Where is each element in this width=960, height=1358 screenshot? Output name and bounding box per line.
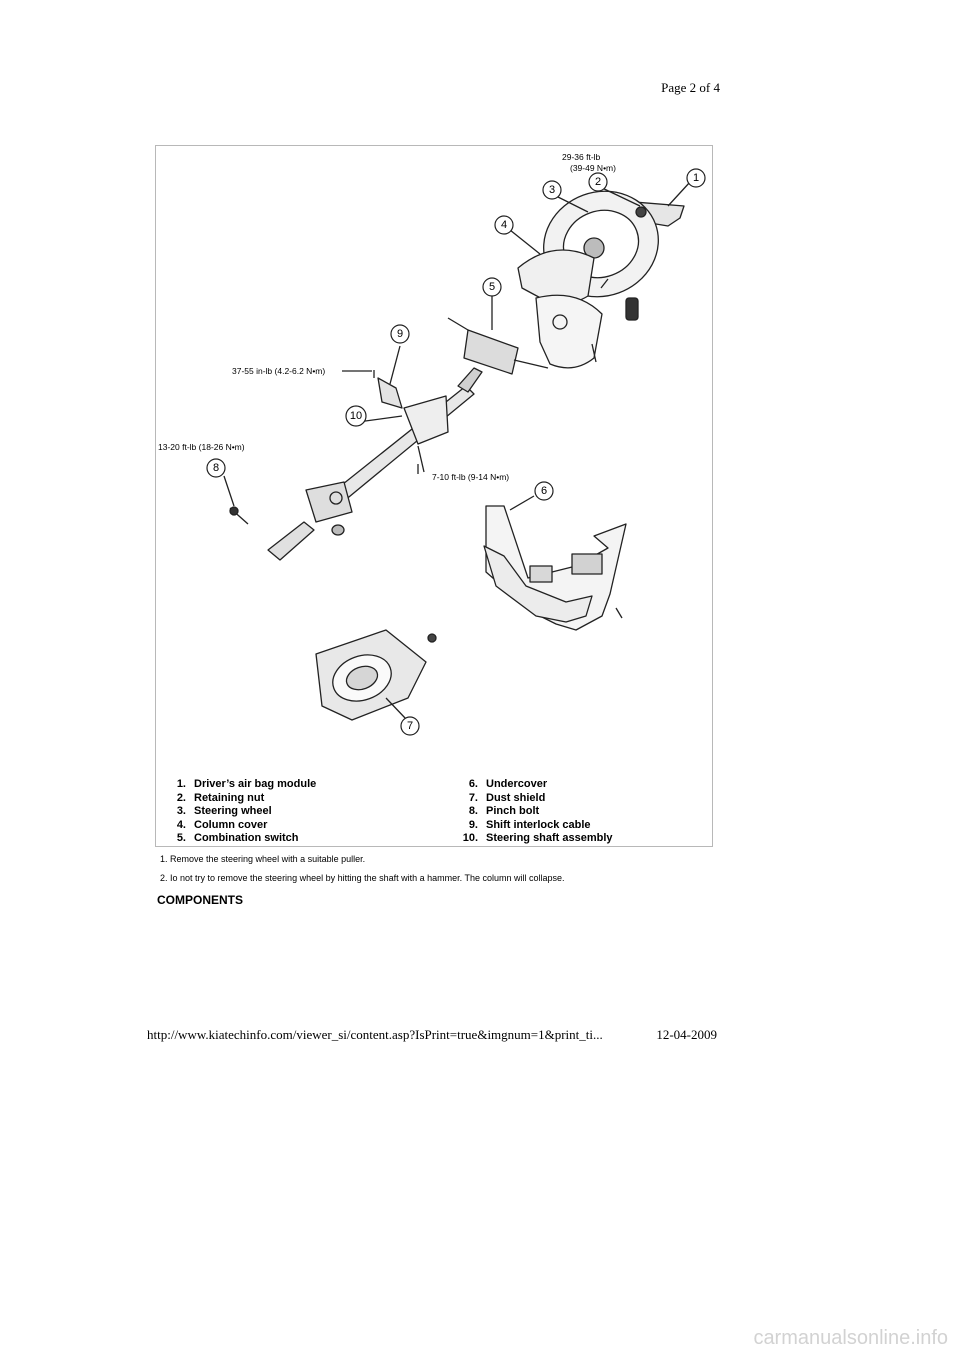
parts-legend <box>156 774 714 846</box>
legend-num: 9. <box>468 818 478 831</box>
legend-item <box>168 832 316 846</box>
legend-item <box>460 792 613 806</box>
legend-label: Shift interlock cable <box>486 818 591 831</box>
combination-switch <box>464 330 518 374</box>
torque-shift-interlock: 37-55 in-lb (4.2-6.2 N•m) <box>232 366 326 376</box>
note-item: 1. Remove the steering wheel with a suitable puller. <box>160 854 366 864</box>
legend-item <box>460 832 613 846</box>
legend-num: 8. <box>468 805 478 817</box>
callout-3: 3 <box>548 184 556 196</box>
torque-wheel-nut-ftlb: 29-36 ft-lb <box>562 152 601 162</box>
legend-label: Driver’s air bag module <box>194 778 317 790</box>
callout-7: 7 <box>406 720 414 732</box>
note-item: 2. Io not try to remove the steering wheel by hitting the shaft with a hammer. The column will collapse. <box>160 873 565 883</box>
torque-column-bolt: 7-10 ft-lb (9-14 N•m) <box>432 472 510 482</box>
legend-item <box>168 805 316 819</box>
exploded-diagram-drawing <box>156 146 714 776</box>
footer-url[interactable]: http://www.kiatechinfo.com/viewer_si/content.asp?IsPrint=true&imgnum=1&print_ti... <box>147 1027 603 1042</box>
legend-num: 4. <box>176 818 186 831</box>
legend-label: Steering wheel <box>194 805 272 817</box>
legend-right-column <box>460 778 613 846</box>
callout-5: 5 <box>488 281 496 293</box>
page-indicator: Page 2 of 4 <box>661 80 720 95</box>
retaining-nut <box>636 207 646 217</box>
legend-left-column <box>168 778 316 846</box>
callout-2: 2 <box>594 176 602 188</box>
legend-num: 7. <box>468 791 478 804</box>
legend-item <box>460 778 613 792</box>
legend-num: 1. <box>176 778 186 790</box>
callout-6: 6 <box>540 485 548 497</box>
callout-1: 1 <box>692 172 700 184</box>
callout-9: 9 <box>396 328 404 340</box>
legend-item <box>168 792 316 806</box>
callout-10: 10 <box>349 410 363 422</box>
legend-label: Pinch bolt <box>486 805 540 817</box>
footer-date: 12-04-2009 <box>656 1027 717 1042</box>
torque-wheel-nut-nm: (39-49 N•m) <box>570 163 616 173</box>
exploded-diagram <box>155 145 713 847</box>
legend-num: 10. <box>462 832 478 844</box>
legend-label: Dust shield <box>486 791 546 804</box>
legend-label: Undercover <box>486 778 548 790</box>
legend-num: 6. <box>468 778 478 790</box>
legend-label: Retaining nut <box>194 791 265 804</box>
procedure-notes <box>160 852 565 890</box>
legend-num: 5. <box>176 832 186 844</box>
legend-num: 3. <box>176 805 186 817</box>
watermark: carmanualsonline.info <box>753 1327 948 1349</box>
legend-label: Combination switch <box>194 832 299 844</box>
legend-num: 2. <box>176 791 186 804</box>
legend-label: Steering shaft assembly <box>486 832 613 844</box>
legend-label: Column cover <box>194 818 268 831</box>
legend-item <box>460 819 613 833</box>
legend-item <box>168 819 316 833</box>
callout-8: 8 <box>212 462 220 474</box>
legend-item <box>168 778 316 792</box>
callout-4: 4 <box>500 219 508 231</box>
legend-item <box>460 805 613 819</box>
torque-pinch-bolt: 13-20 ft-lb (18-26 N•m) <box>158 442 245 452</box>
section-title: COMPONENTS <box>157 893 244 907</box>
